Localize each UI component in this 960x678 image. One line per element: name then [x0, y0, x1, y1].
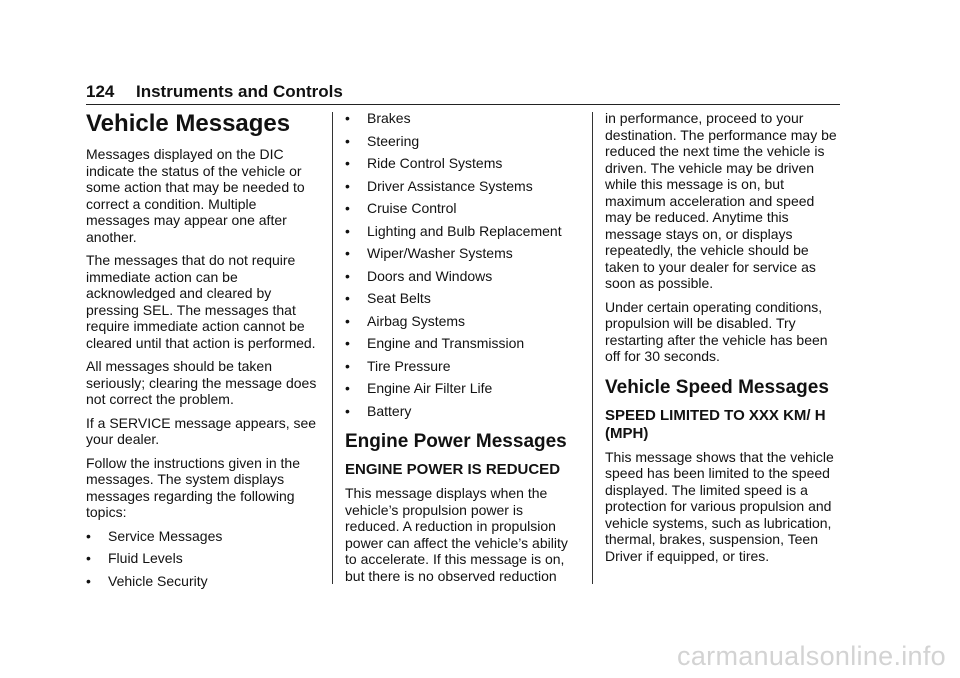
paragraph: This message shows that the vehicle speed has been limited to the speed displayed. The limited speed is a protection for various propulsion and vehicle systems, such as lubrication, thermal, brakes, suspension, Teen Driver if equipped, or tires.: [605, 448, 834, 564]
list-item: • Service Messages: [86, 527, 223, 544]
vehicle-speed-heading: Vehicle Speed Messages: [605, 376, 829, 398]
paragraph: in performance, proceed to your destination. The performance may be reduced the next time the vehicle is driven. The vehicle may be driven while this message is on, but maximum acceleration and speed may be reduced. Anytime this message stays on, or displays repeatedly, the vehicle should be taken to your dealer for service as soon as possible.: [605, 110, 837, 291]
bullet-icon: •: [345, 312, 350, 329]
list-item: • Doors and Windows: [345, 267, 493, 284]
bullet-icon: •: [345, 267, 350, 284]
paragraph: If a SERVICE message appears, see your dealer.: [86, 414, 317, 447]
list-item: • Driver Assistance Systems: [345, 177, 533, 194]
bullet-icon: •: [86, 550, 91, 566]
list-item: • Fluid Levels: [86, 550, 183, 566]
column-2: [345, 110, 581, 591]
bullet-icon: •: [345, 290, 350, 306]
list-item: • Steering: [345, 132, 420, 149]
bullet-icon: •: [86, 527, 91, 544]
paragraph: This message displays when the vehicle’s propulsion power is reduced. A reduction in propulsion power can affect the vehicle’s ability to accelerate. If this message is on, but there is no observed reduction: [345, 485, 568, 584]
list-item: • Seat Belts: [345, 290, 431, 306]
list-item: • Wiper/Washer Systems: [345, 245, 513, 261]
paragraph: Messages displayed on the DIC indicate the status of the vehicle or some action that may be needed to correct a condition. Multiple messages may appear one after another.: [86, 146, 305, 245]
column-1: [86, 110, 318, 595]
topic-list: [86, 528, 318, 590]
list-item: • Brakes: [345, 110, 411, 126]
bullet-icon: •: [345, 335, 350, 351]
topic-list: [345, 110, 581, 419]
engine-power-heading: Engine Power Messages: [345, 431, 567, 452]
column-divider: [592, 112, 593, 584]
watermark: carmanualsonline.info: [677, 641, 946, 671]
bullet-icon: •: [345, 177, 350, 194]
bullet-icon: •: [345, 380, 350, 396]
bullet-icon: •: [345, 357, 350, 374]
paragraph: Follow the instructions given in the messages. The system displays messages regarding the following topics:: [86, 454, 300, 520]
vehicle-messages-title: Vehicle Messages: [86, 110, 291, 137]
bullet-icon: •: [345, 110, 350, 126]
list-item: • Battery: [345, 402, 412, 419]
column-divider: [332, 112, 333, 584]
bullet-icon: •: [345, 200, 350, 216]
bullet-icon: •: [86, 572, 91, 589]
list-item: • Airbag Systems: [345, 312, 466, 329]
bullet-icon: •: [345, 132, 350, 149]
speed-limited-subheading: SPEED LIMITED TO XXX KM/ H (MPH): [605, 406, 826, 442]
paragraph: All messages should be taken seriously; clearing the message does not correct the problem.: [86, 358, 317, 407]
bullet-icon: •: [345, 222, 350, 239]
column-3: [605, 110, 841, 571]
page-header: [86, 82, 343, 102]
bullet-icon: •: [345, 402, 350, 419]
section-title: Instruments and Controls: [136, 82, 343, 101]
page-number: 124: [86, 82, 115, 101]
list-item: • Lighting and Bulb Replacement: [345, 222, 562, 239]
list-item: • Engine Air Filter Life: [345, 380, 493, 396]
list-item: • Engine and Transmission: [345, 335, 525, 351]
bullet-icon: •: [345, 245, 350, 261]
header-rule: [86, 104, 840, 105]
engine-power-subheading: ENGINE POWER IS REDUCED: [345, 461, 561, 478]
list-item: • Cruise Control: [345, 200, 457, 216]
list-item: • Ride Control Systems: [345, 155, 503, 171]
list-item: • Vehicle Security: [86, 572, 208, 589]
paragraph: Under certain operating conditions, propulsion will be disabled. Try restarting after the vehicle has been off for 30 seconds.: [605, 298, 828, 364]
list-item: • Tire Pressure: [345, 357, 451, 374]
bullet-icon: •: [345, 155, 350, 171]
paragraph: The messages that do not require immediate action can be acknowledged and cleared by pressing SEL. The messages that require immediate action cannot be cleared until that action is performed.: [86, 252, 316, 351]
